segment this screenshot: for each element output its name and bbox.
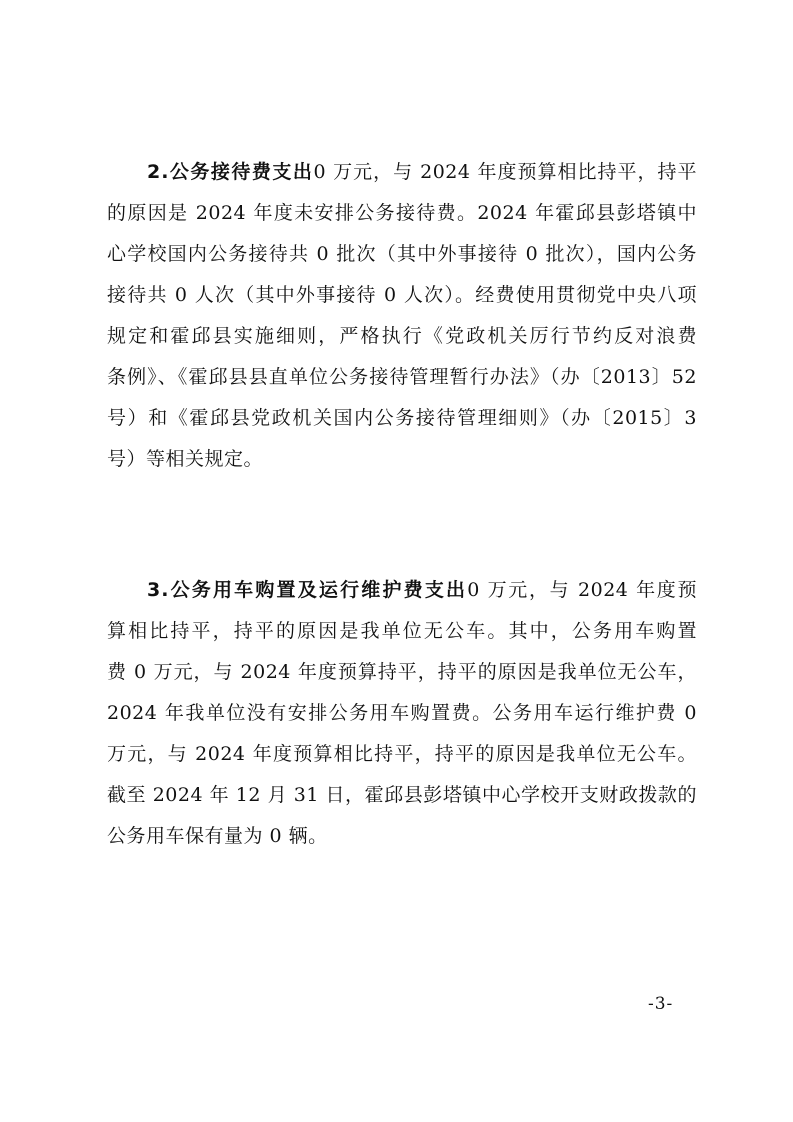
line-text: 0 万元，与 2024 年度预算相比持平，持平 <box>313 161 697 183</box>
paragraph-line <box>107 570 697 611</box>
paragraph-line: 2024 年我单位没有安排公务用车购置费。公务用车运行维护费 0 <box>107 702 697 724</box>
paragraph-line: 公务用车保有量为 0 辆。 <box>107 825 328 847</box>
paragraph-vehicle-expense <box>107 570 697 857</box>
paragraph-line: 条例》、《霍邱县县直单位公务接待管理暂行办法》（办〔2013〕52 <box>107 366 697 388</box>
paragraph-line <box>107 152 697 193</box>
paragraph-line: 万元，与 2024 年度预算相比持平，持平的原因是我单位无公车。 <box>107 743 697 765</box>
paragraph-line: 心学校国内公务接待共 0 批次（其中外事接待 0 批次），国内公务 <box>107 243 697 265</box>
paragraph-line: 规定和霍邱县实施细则，严格执行《党政机关厉行节约反对浪费 <box>107 325 697 347</box>
paragraph-line: 接待共 0 人次（其中外事接待 0 人次）。经费使用贯彻党中央八项 <box>107 284 697 306</box>
page-number: -3- <box>648 994 674 1014</box>
paragraph-line: 号）等相关规定。 <box>107 448 264 470</box>
paragraph-line: 的原因是 2024 年度未安排公务接待费。2024 年霍邱县彭塔镇中 <box>107 202 697 224</box>
paragraph-line: 截至 2024 年 12 月 31 日，霍邱县彭塔镇中心学校开支财政拨款的 <box>107 784 697 806</box>
paragraph-line: 算相比持平，持平的原因是我单位无公车。其中，公务用车购置 <box>107 620 697 642</box>
section-heading: 2.公务接待费支出 <box>147 161 314 183</box>
paragraph-line: 号）和《霍邱县党政机关国内公务接待管理细则》（办〔2015〕3 <box>107 407 697 429</box>
section-heading: 3.公务用车购置及运行维护费支出 <box>147 579 468 601</box>
paragraph-reception-expense <box>107 152 697 480</box>
line-text: 0 万元，与 2024 年度预 <box>467 579 697 601</box>
paragraph-line: 费 0 万元，与 2024 年度预算持平，持平的原因是我单位无公车， <box>107 661 697 683</box>
